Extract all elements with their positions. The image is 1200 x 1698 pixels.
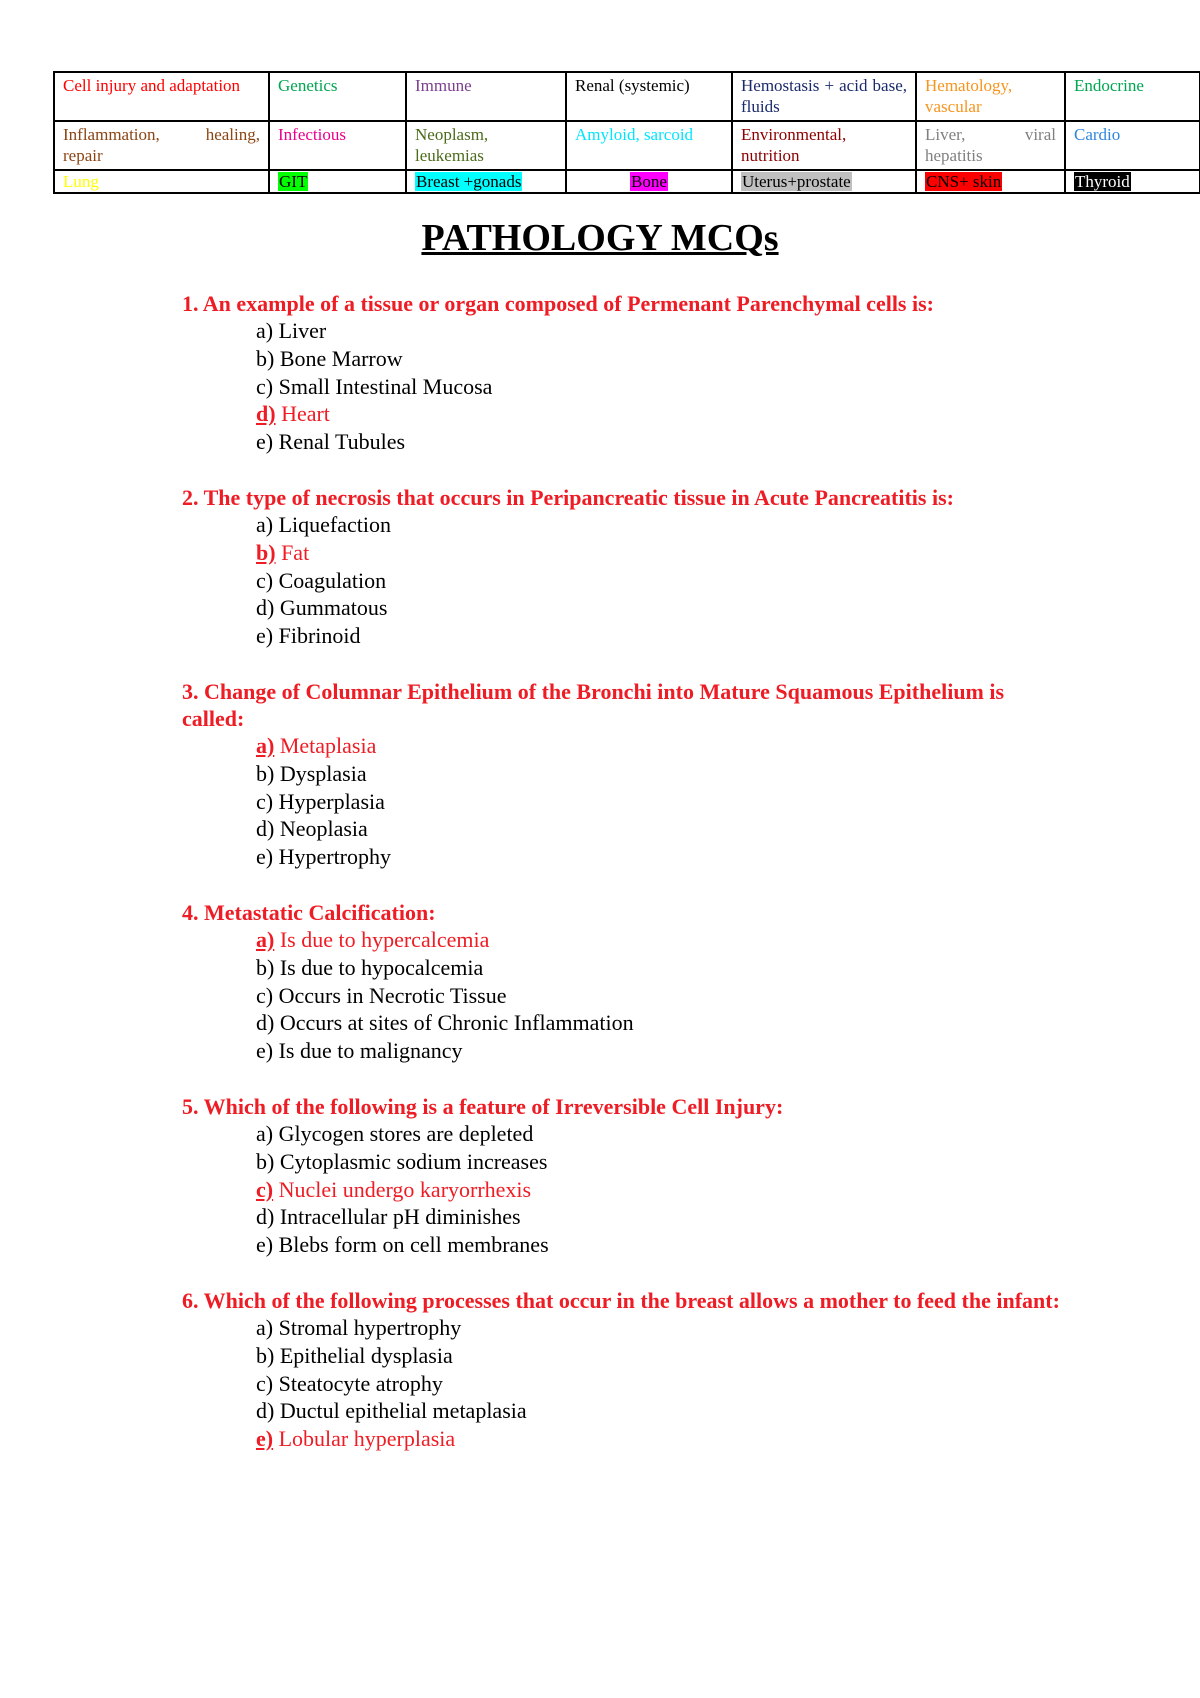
option-text: Coagulation [273,567,387,593]
option-letter: a) [256,511,274,537]
option-letter: c) [256,567,274,593]
legend-topic-label: Liver, viral hepatitis [925,125,1056,165]
legend-topic-label: Uterus+prostate [742,172,851,191]
option-text: Gummatous [274,595,388,621]
answer-option [256,1203,1062,1231]
option-letter: e) [256,1038,274,1064]
legend-topic-label: Genetics [278,76,338,95]
answer-option [256,1370,1062,1398]
option-text: Cytoplasmic sodium increases [274,1148,548,1174]
option-letter: e) [256,1232,274,1258]
question-block [182,484,1062,650]
option-letter: e) [256,623,274,649]
legend-cell [916,72,1065,121]
option-letter: c) [256,1176,274,1202]
answer-option [256,1037,1062,1065]
option-text: Fibrinoid [273,623,361,649]
option-letter: d) [256,401,276,427]
correct-answer-option [256,1176,1062,1204]
option-text: Neoplasia [274,816,368,842]
legend-body [54,72,1200,193]
option-letter: a) [256,318,274,343]
answer-option [256,1148,1062,1176]
option-text: Is due to hypercalcemia [274,926,490,952]
question-text: 4. Metastatic Calcification: [182,899,436,925]
legend-cell [54,170,269,193]
legend-topic-label: Hematology, vascular [925,76,1013,116]
option-letter: b) [256,539,276,565]
legend-cell [269,121,406,170]
question-text: 2. The type of necrosis that occurs in Peripancreatic tissue in Acute Pancreatitis is: [182,484,954,510]
legend-cell [54,72,269,121]
legend-topic-label: Breast +gonads [416,172,522,191]
option-text: Occurs at sites of Chronic Inflammation [274,1010,634,1036]
answer-option [256,1009,1062,1037]
option-letter: a) [256,1314,274,1340]
legend-topic-label: CNS+ skin [926,172,1002,191]
option-letter: b) [256,1342,275,1368]
answer-option [256,954,1062,982]
legend-cell [732,72,916,121]
answer-option [256,788,1062,816]
option-text: Epithelial dysplasia [274,1342,453,1368]
option-text: Intracellular pH diminishes [274,1204,521,1230]
correct-answer-option [256,1425,1062,1453]
legend-topic-label: Lung [63,172,99,191]
option-text: Hyperplasia [273,788,385,814]
answer-option [256,760,1062,788]
option-letter: b) [256,345,275,371]
option-text: Glycogen stores are depleted [273,1120,534,1146]
answer-options [256,926,1062,1065]
answer-option [256,1342,1062,1370]
legend-topic-label: Inflammation, healing, repair [63,125,260,165]
option-letter: e) [256,1426,274,1452]
option-letter: a) [256,926,275,952]
answer-options [256,732,1062,871]
option-text: Blebs form on cell membranes [273,1232,549,1258]
option-text: Bone Marrow [274,345,403,371]
answer-option [256,1314,1062,1342]
question-text: 1. An example of a tissue or organ composed of Permenant Parenchymal cells is: [182,291,934,316]
legend-topic-label: Neoplasm, leukemias [415,125,489,165]
legend-cell [1065,121,1200,170]
legend-topic-label: Infectious [278,125,346,144]
option-text: Heart [275,401,330,427]
legend-cell [269,72,406,121]
option-letter: c) [256,982,274,1008]
option-letter: d) [256,1398,275,1424]
correct-answer-option [256,926,1062,954]
legend-cell [916,170,1065,193]
question-block [182,1287,1062,1453]
legend-topic-label: Cell injury and adaptation [63,76,241,95]
legend-row [54,121,1200,170]
answer-option [256,1231,1062,1259]
legend-cell [566,121,732,170]
option-text: Occurs in Necrotic Tissue [273,982,507,1008]
option-text: Steatocyte atrophy [273,1370,443,1396]
answer-option [256,373,1062,401]
legend-topic-label: Endocrine [1074,76,1144,95]
legend-cell [406,170,566,193]
legend-cell [1065,170,1200,193]
option-text: Liquefaction [273,511,391,537]
answer-options [256,1120,1062,1259]
option-letter: d) [256,1204,275,1230]
option-letter: e) [256,429,274,455]
answer-options [256,1314,1062,1453]
correct-answer-option [256,400,1062,428]
legend-cell [916,121,1065,170]
legend-row [54,72,1200,121]
answer-option [256,317,1062,345]
option-letter: d) [256,1010,275,1036]
option-letter: c) [256,788,274,814]
answer-option [256,843,1062,871]
option-text: Fat [275,539,310,565]
answer-options [256,511,1062,650]
question-list [182,290,1062,1481]
answer-option [256,622,1062,650]
option-letter: b) [256,1148,275,1174]
legend-topic-label: Cardio [1074,125,1121,144]
option-letter: d) [256,595,275,621]
answer-option [256,982,1062,1010]
option-text: Lobular hyperplasia [273,1426,456,1452]
answer-option [256,594,1062,622]
topic-color-legend [53,71,1200,194]
option-letter: a) [256,1120,274,1146]
option-letter: c) [256,1370,274,1396]
legend-topic-label: Bone [631,172,667,191]
legend-topic-label: GIT [279,172,308,191]
legend-row [54,170,1200,193]
option-text: Stromal hypertrophy [273,1314,462,1340]
option-text: Metaplasia [274,732,377,758]
legend-cell [732,170,916,193]
question-block [182,1093,1062,1259]
answer-option [256,1120,1062,1148]
legend-cell [406,121,566,170]
legend-cell [566,170,732,193]
option-text: Small Intestinal Mucosa [273,373,493,399]
option-letter: e) [256,844,274,870]
option-letter: c) [256,373,274,399]
option-text: Is due to malignancy [273,1038,463,1064]
legend-cell [406,72,566,121]
legend-cell [269,170,406,193]
option-letter: d) [256,816,275,842]
question-text: 6. Which of the following processes that occur in the breast allows a mother to feed the infant: [182,1287,1060,1313]
answer-option [256,428,1062,456]
option-text: Ductul epithelial metaplasia [274,1398,527,1424]
question-block [182,290,1062,456]
answer-option [256,1397,1062,1425]
option-letter: a) [256,732,275,758]
legend-cell [54,121,269,170]
question-text: 3. Change of Columnar Epithelium of the Bronchi into Mature Squamous Epithelium is called: [182,678,1005,731]
option-text: Renal Tubules [273,429,406,455]
option-text: Hypertrophy [273,844,392,870]
answer-options [256,317,1062,456]
answer-option [256,511,1062,539]
question-text: 5. Which of the following is a feature of Irreversible Cell Injury: [182,1093,784,1119]
legend-topic-label: Amyloid, sarcoid [575,125,694,144]
option-text: Nuclei undergo karyorrhexis [273,1176,532,1202]
legend-topic-label: Renal (systemic) [575,76,690,95]
page-title: PATHOLOGY MCQs [421,217,779,259]
option-letter: b) [256,760,275,786]
answer-option [256,567,1062,595]
option-letter: b) [256,954,275,980]
correct-answer-option [256,732,1062,760]
correct-answer-option [256,539,1062,567]
question-block [182,678,1062,871]
legend-cell [566,72,732,121]
answer-option [256,345,1062,373]
legend-cell [1065,72,1200,121]
legend-topic-label: Environmental, nutrition [741,125,847,165]
legend-topic-label: Thyroid [1075,172,1130,191]
legend-cell [732,121,916,170]
legend-topic-label: Hemostasis + acid base, fluids [741,76,907,116]
option-text: Is due to hypocalcemia [274,954,484,980]
legend-topic-label: Immune [415,76,472,95]
question-block [182,899,1062,1065]
option-text: Liver [273,318,327,343]
option-text: Dysplasia [274,760,367,786]
answer-option [256,815,1062,843]
